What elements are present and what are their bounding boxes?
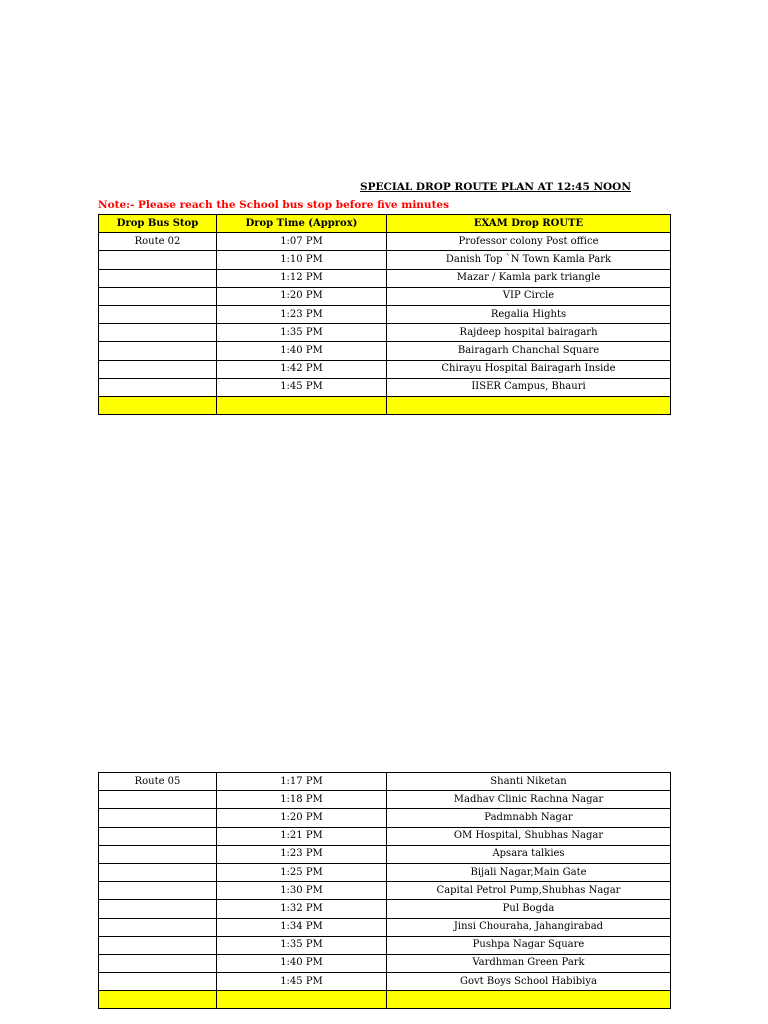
route-cell: Shanti Niketan [387, 773, 671, 791]
route-cell: Professor colony Post office [387, 233, 671, 251]
stop-cell [99, 900, 217, 918]
table-row [99, 324, 671, 342]
table-row [99, 251, 671, 269]
route-cell: Bairagarh Chanchal Square [387, 342, 671, 360]
stop-cell [99, 827, 217, 845]
header-drop-time: Drop Time (Approx) [217, 215, 387, 233]
time-cell: 1:40 PM [217, 342, 387, 360]
time-cell: 1:35 PM [217, 936, 387, 954]
time-cell: 1:42 PM [217, 360, 387, 378]
route-02-table [98, 214, 671, 415]
route-cell: IISER Campus, Bhauri [387, 378, 671, 396]
route-cell: Rajdeep hospital bairagarh [387, 324, 671, 342]
time-cell: 1:23 PM [217, 305, 387, 323]
time-cell: 1:34 PM [217, 918, 387, 936]
route-cell: Regalia Hights [387, 305, 671, 323]
stop-cell [99, 882, 217, 900]
route-cell: VIP Circle [387, 287, 671, 305]
stop-cell [99, 342, 217, 360]
stop-cell [99, 305, 217, 323]
table-row [99, 342, 671, 360]
time-cell: 1:30 PM [217, 882, 387, 900]
table-row [99, 791, 671, 809]
route-cell: Pushpa Nagar Square [387, 936, 671, 954]
stop-cell [99, 378, 217, 396]
route-cell: Capital Petrol Pump,Shubhas Nagar [387, 882, 671, 900]
time-cell: 1:12 PM [217, 269, 387, 287]
time-cell: 1:25 PM [217, 863, 387, 881]
stop-cell: Route 05 [99, 773, 217, 791]
time-cell: 1:32 PM [217, 900, 387, 918]
time-cell: 1:45 PM [217, 378, 387, 396]
note-text: Note:- Please reach the School bus stop before five minutes [98, 199, 450, 211]
table-row [99, 973, 671, 991]
stop-cell [99, 324, 217, 342]
stop-cell [99, 936, 217, 954]
table-row [99, 809, 671, 827]
stop-cell [99, 918, 217, 936]
page-title: SPECIAL DROP ROUTE PLAN AT 12:45 NOON [360, 181, 631, 193]
route-cell: OM Hospital, Shubhas Nagar [387, 827, 671, 845]
table-row [99, 269, 671, 287]
empty-cell [387, 396, 671, 414]
empty-cell [217, 991, 387, 1009]
time-cell: 1:10 PM [217, 251, 387, 269]
route-cell: Danish Top `N Town Kamla Park [387, 251, 671, 269]
time-cell: 1:45 PM [217, 973, 387, 991]
route-cell: Chirayu Hospital Bairagarh Inside [387, 360, 671, 378]
empty-cell [99, 991, 217, 1009]
header-drop-bus-stop: Drop Bus Stop [99, 215, 217, 233]
time-cell: 1:35 PM [217, 324, 387, 342]
table-row [99, 305, 671, 323]
stop-cell [99, 954, 217, 972]
table-row [99, 882, 671, 900]
table-row [99, 773, 671, 791]
table-row [99, 900, 671, 918]
table-row [99, 287, 671, 305]
stop-cell [99, 863, 217, 881]
route-cell: Jinsi Chouraha, Jahangirabad [387, 918, 671, 936]
time-cell: 1:18 PM [217, 791, 387, 809]
stop-cell [99, 251, 217, 269]
time-cell: 1:40 PM [217, 954, 387, 972]
table-row [99, 918, 671, 936]
stop-cell [99, 973, 217, 991]
route-cell: Govt Boys School Habibiya [387, 973, 671, 991]
route-cell: Vardhman Green Park [387, 954, 671, 972]
route-cell: Madhav Clinic Rachna Nagar [387, 791, 671, 809]
route-cell: Padmnabh Nagar [387, 809, 671, 827]
route-cell: Mazar / Kamla park triangle [387, 269, 671, 287]
highlight-empty-row [99, 396, 671, 414]
stop-cell [99, 360, 217, 378]
table-row [99, 827, 671, 845]
stop-cell [99, 809, 217, 827]
highlight-empty-row [99, 991, 671, 1009]
stop-cell [99, 269, 217, 287]
route-cell: Apsara talkies [387, 845, 671, 863]
empty-cell [99, 396, 217, 414]
time-cell: 1:17 PM [217, 773, 387, 791]
table-row [99, 378, 671, 396]
time-cell: 1:07 PM [217, 233, 387, 251]
table-row [99, 360, 671, 378]
empty-cell [217, 396, 387, 414]
table-row [99, 954, 671, 972]
table-row [99, 936, 671, 954]
route-cell: Bijali Nagar,Main Gate [387, 863, 671, 881]
empty-cell [387, 991, 671, 1009]
stop-cell [99, 845, 217, 863]
time-cell: 1:20 PM [217, 287, 387, 305]
table-row [99, 863, 671, 881]
time-cell: 1:23 PM [217, 845, 387, 863]
time-cell: 1:21 PM [217, 827, 387, 845]
route-05-table [98, 772, 671, 1009]
header-exam-drop-route: EXAM Drop ROUTE [387, 215, 671, 233]
route-cell: Pul Bogda [387, 900, 671, 918]
stop-cell [99, 287, 217, 305]
stop-cell [99, 791, 217, 809]
header-row [99, 215, 671, 233]
table-row [99, 233, 671, 251]
stop-cell: Route 02 [99, 233, 217, 251]
time-cell: 1:20 PM [217, 809, 387, 827]
table-row [99, 845, 671, 863]
